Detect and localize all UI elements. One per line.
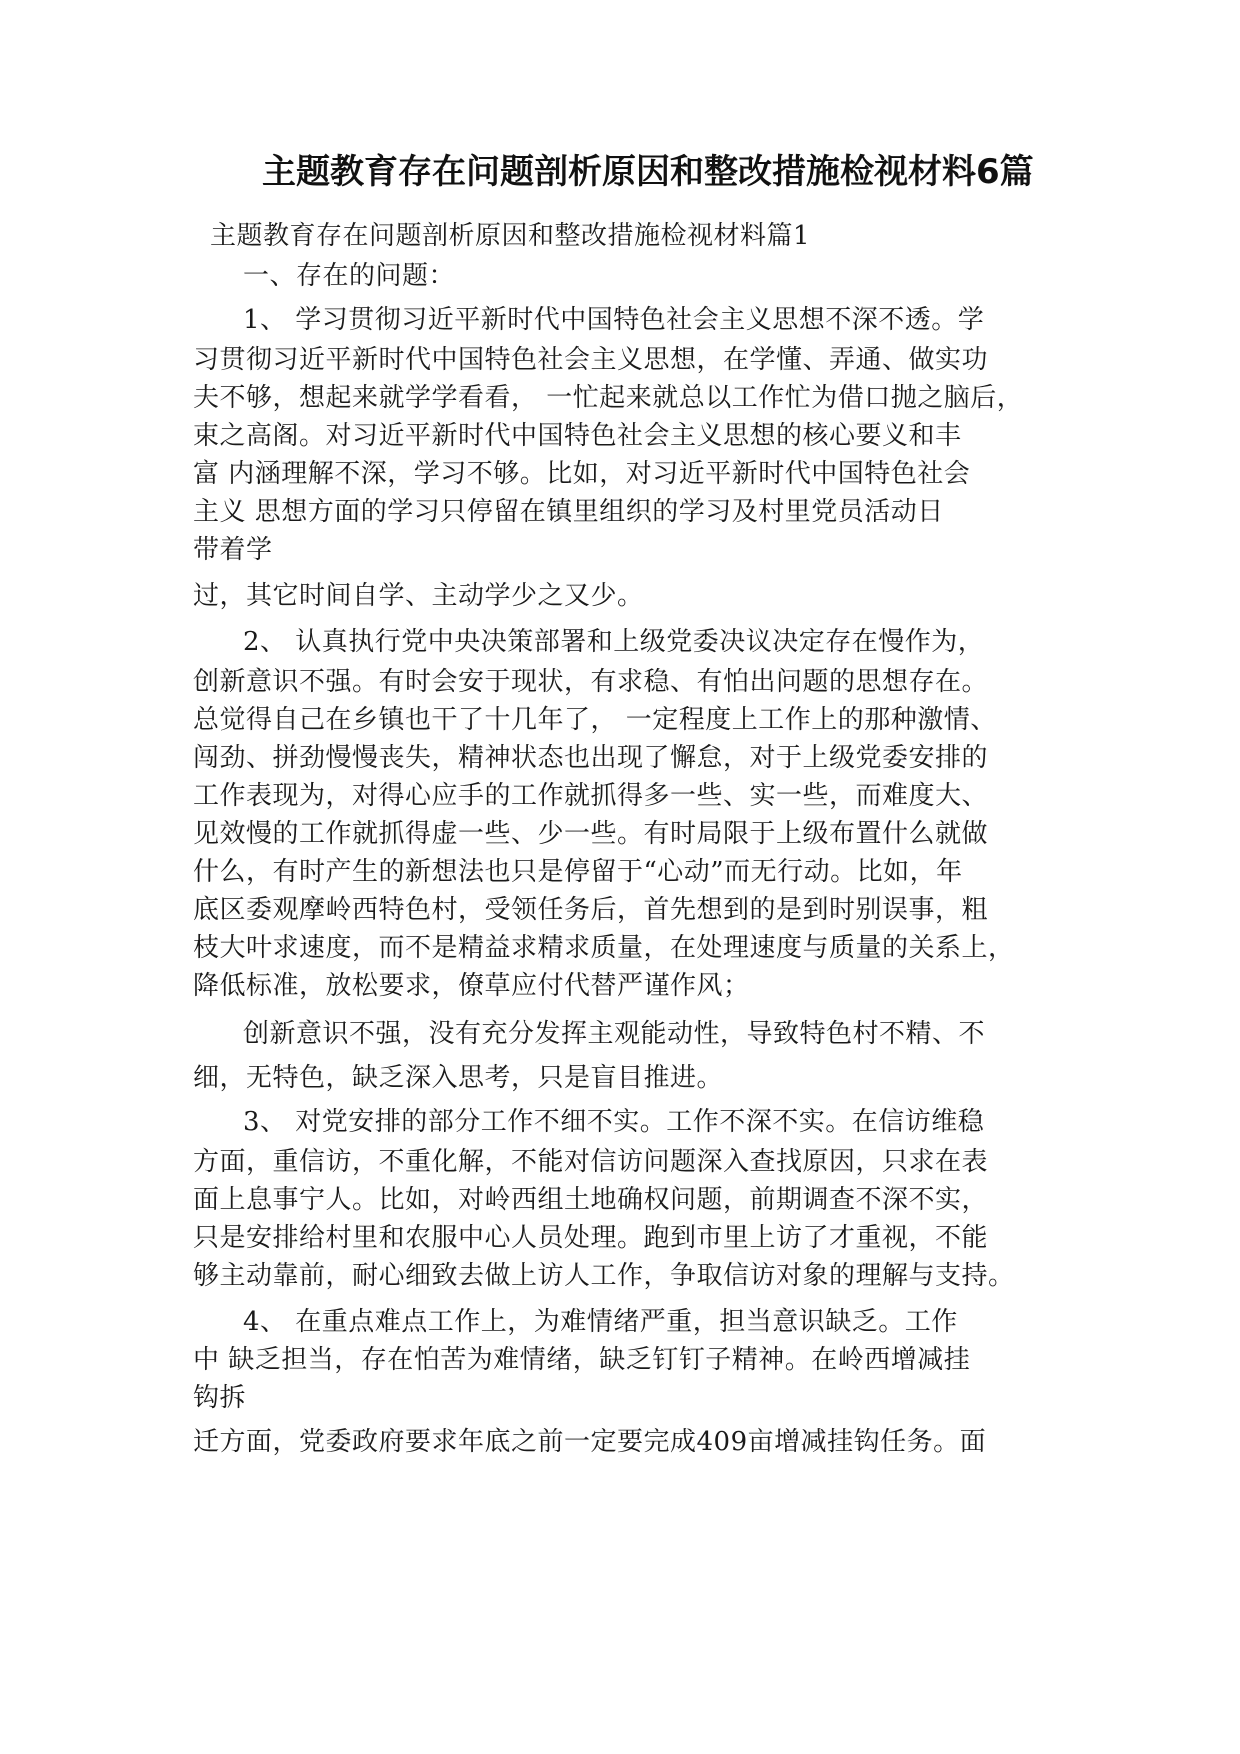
paragraph-line: 中 缺乏担当，存在怕苦为难情绪，缺乏钉钉子精神。在岭西增减挂 — [193, 1345, 971, 1375]
paragraph-line: 细，无特色，缺乏深入思考，只是盲目推进。 — [193, 1063, 724, 1093]
paragraph-line: 什么，有时产生的新想法也只是停留于“心动”而无行动。比如，年 — [193, 857, 963, 887]
subsection-heading: 一、存在的问题： — [243, 261, 456, 291]
paragraph-line: 枝大叶求速度，而不是精益求精求质量，在处理速度与质量的关系上， — [193, 933, 1015, 963]
paragraph-line: 创新意识不强，没有充分发挥主观能动性，导致特色村不精、不 — [243, 1019, 986, 1049]
paragraph-line: 够主动靠前，耐心细致去做上访人工作，争取信访对象的理解与支持。 — [193, 1261, 1015, 1291]
paragraph-line: 4、 在重点难点工作上，为难情绪严重，担当意识缺乏。工作 — [243, 1307, 958, 1337]
document-title: 主题教育存在问题剖析原因和整改措施检视材料6篇 — [262, 152, 1034, 192]
paragraph-line: 1、 学习贯彻习近平新时代中国特色社会主义思想不深不透。学 — [243, 305, 985, 335]
paragraph-line: 过，其它时间自学、主动学少之又少。 — [193, 581, 644, 611]
paragraph-line: 夫不够，想起来就学学看看， 一忙起来就总以工作忙为借口抛之脑后， — [193, 383, 1024, 413]
paragraph-line: 束之高阁。对习近平新时代中国特色社会主义思想的核心要义和丰 — [193, 421, 962, 451]
paragraph-line: 只是安排给村里和农服中心人员处理。跑到市里上访了才重视，不能 — [193, 1223, 989, 1253]
section-heading: 主题教育存在问题剖析原因和整改措施检视材料篇1 — [210, 221, 811, 251]
paragraph-line: 工作表现为，对得心应手的工作就抓得多一些、实一些，而难度大、 — [193, 781, 989, 811]
paragraph-line: 习贯彻习近平新时代中国特色社会主义思想，在学懂、弄通、做实功 — [193, 345, 989, 375]
paragraph-line: 钩拆 — [193, 1383, 247, 1413]
paragraph-line: 富 内涵理解不深，学习不够。比如，对习近平新时代中国特色社会 — [193, 459, 971, 489]
paragraph-line: 2、 认真执行党中央决策部署和上级党委决议决定存在慢作为， — [243, 627, 985, 657]
paragraph-line: 底区委观摩岭西特色村，受领任务后，首先想到的是到时别误事，粗 — [193, 895, 989, 925]
paragraph-line: 面上息事宁人。比如，对岭西组土地确权问题，前期调查不深不实， — [193, 1185, 989, 1215]
paragraph-line: 降低标准，放松要求，僚草应付代替严谨作风； — [193, 971, 750, 1001]
paragraph-line: 3、 对党安排的部分工作不细不实。工作不深不实。在信访维稳 — [243, 1107, 985, 1137]
paragraph-line: 闯劲、拼劲慢慢丧失，精神状态也出现了懈怠，对于上级党委安排的 — [193, 743, 989, 773]
paragraph-line: 见效慢的工作就抓得虚一些、少一些。有时局限于上级布置什么就做 — [193, 819, 989, 849]
paragraph-line: 带着学 — [193, 535, 273, 565]
paragraph-line: 迁方面，党委政府要求年底之前一定要完成409亩增减挂钩任务。面 — [193, 1427, 987, 1457]
paragraph-line: 主义 思想方面的学习只停留在镇里组织的学习及村里党员活动日 — [193, 497, 944, 527]
paragraph-line: 方面，重信访，不重化解，不能对信访问题深入查找原因，只求在表 — [193, 1147, 989, 1177]
paragraph-line: 创新意识不强。有时会安于现状，有求稳、有怕出问题的思想存在。 — [193, 667, 989, 697]
paragraph-line: 总觉得自己在乡镇也干了十几年了， 一定程度上工作上的那种激情、 — [193, 705, 997, 735]
